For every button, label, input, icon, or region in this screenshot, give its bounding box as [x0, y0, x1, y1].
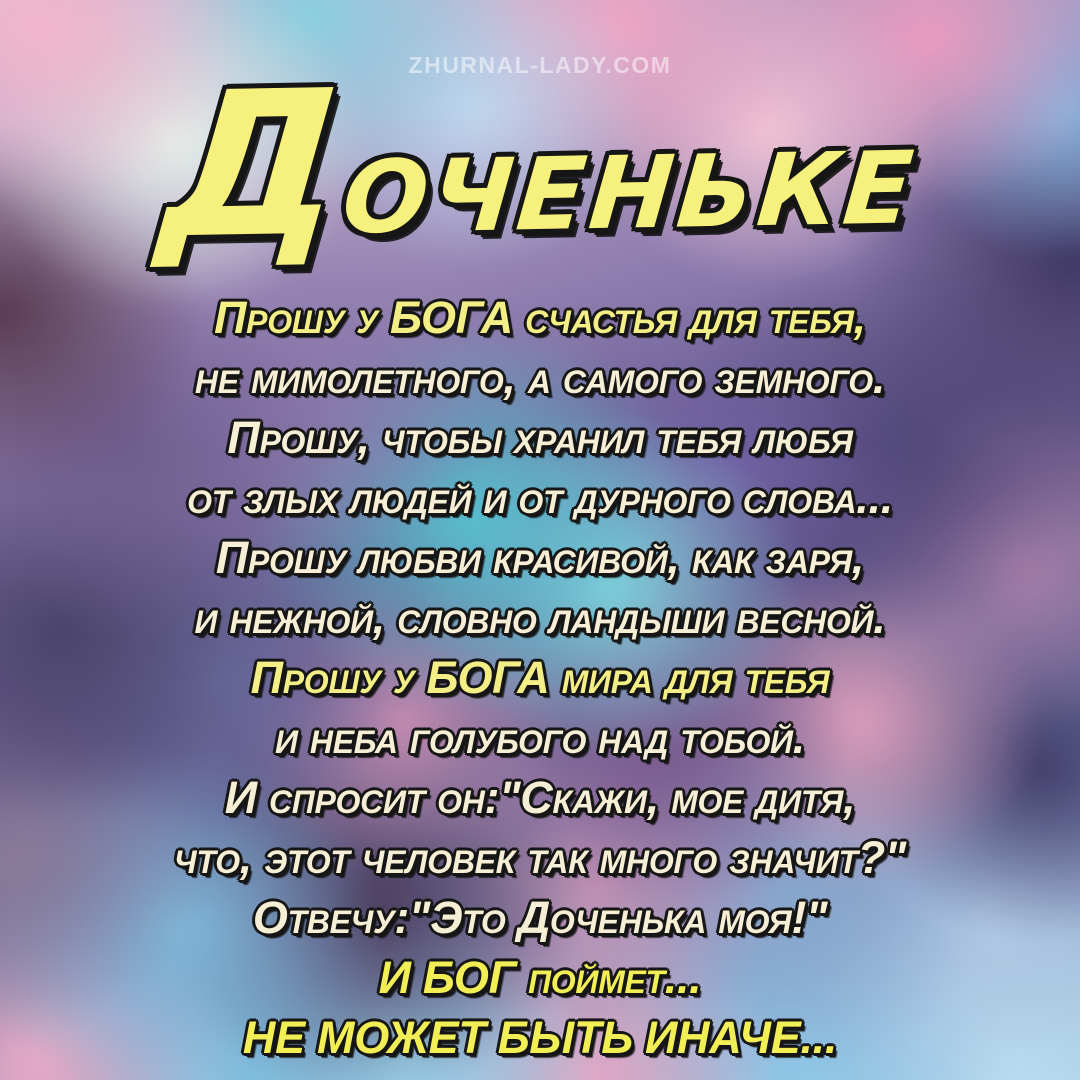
- poem-line: Отвечу:"Это Доченька моя!": [252, 892, 828, 943]
- poem-line: И БОГ поймет...: [378, 952, 702, 1003]
- poem-line: что, этот человек так много значит?": [174, 832, 906, 883]
- poem-line: не мимолетного, а самого земного.: [194, 352, 886, 403]
- poem-line: и неба голубого над тобой.: [275, 712, 805, 763]
- poem-line: Прошу, чтобы хранил тебя любя: [227, 412, 853, 463]
- poem-line: и нежной, словно ландыши весной.: [194, 592, 886, 643]
- poem-line: от злых людей и от дурного слова...: [187, 472, 893, 523]
- poem-line: НЕ МОЖЕТ БЫТЬ ИНАЧЕ...: [242, 1012, 838, 1063]
- poem-line: Прошу любви красивой, как заря,: [215, 532, 865, 583]
- poem-line: И спросит он:"Скажи, мое дитя,: [224, 772, 856, 823]
- watermark-text: ZHURNAL-LADY.COM: [408, 52, 672, 78]
- card-title: ДОЧЕНЬКЕ: [153, 47, 922, 284]
- poem-line: Прошу у БОГА мира для тебя: [250, 652, 830, 703]
- poem: [0, 288, 1080, 1068]
- poem-line: Прошу у БОГА счастья для тебя,: [214, 292, 866, 343]
